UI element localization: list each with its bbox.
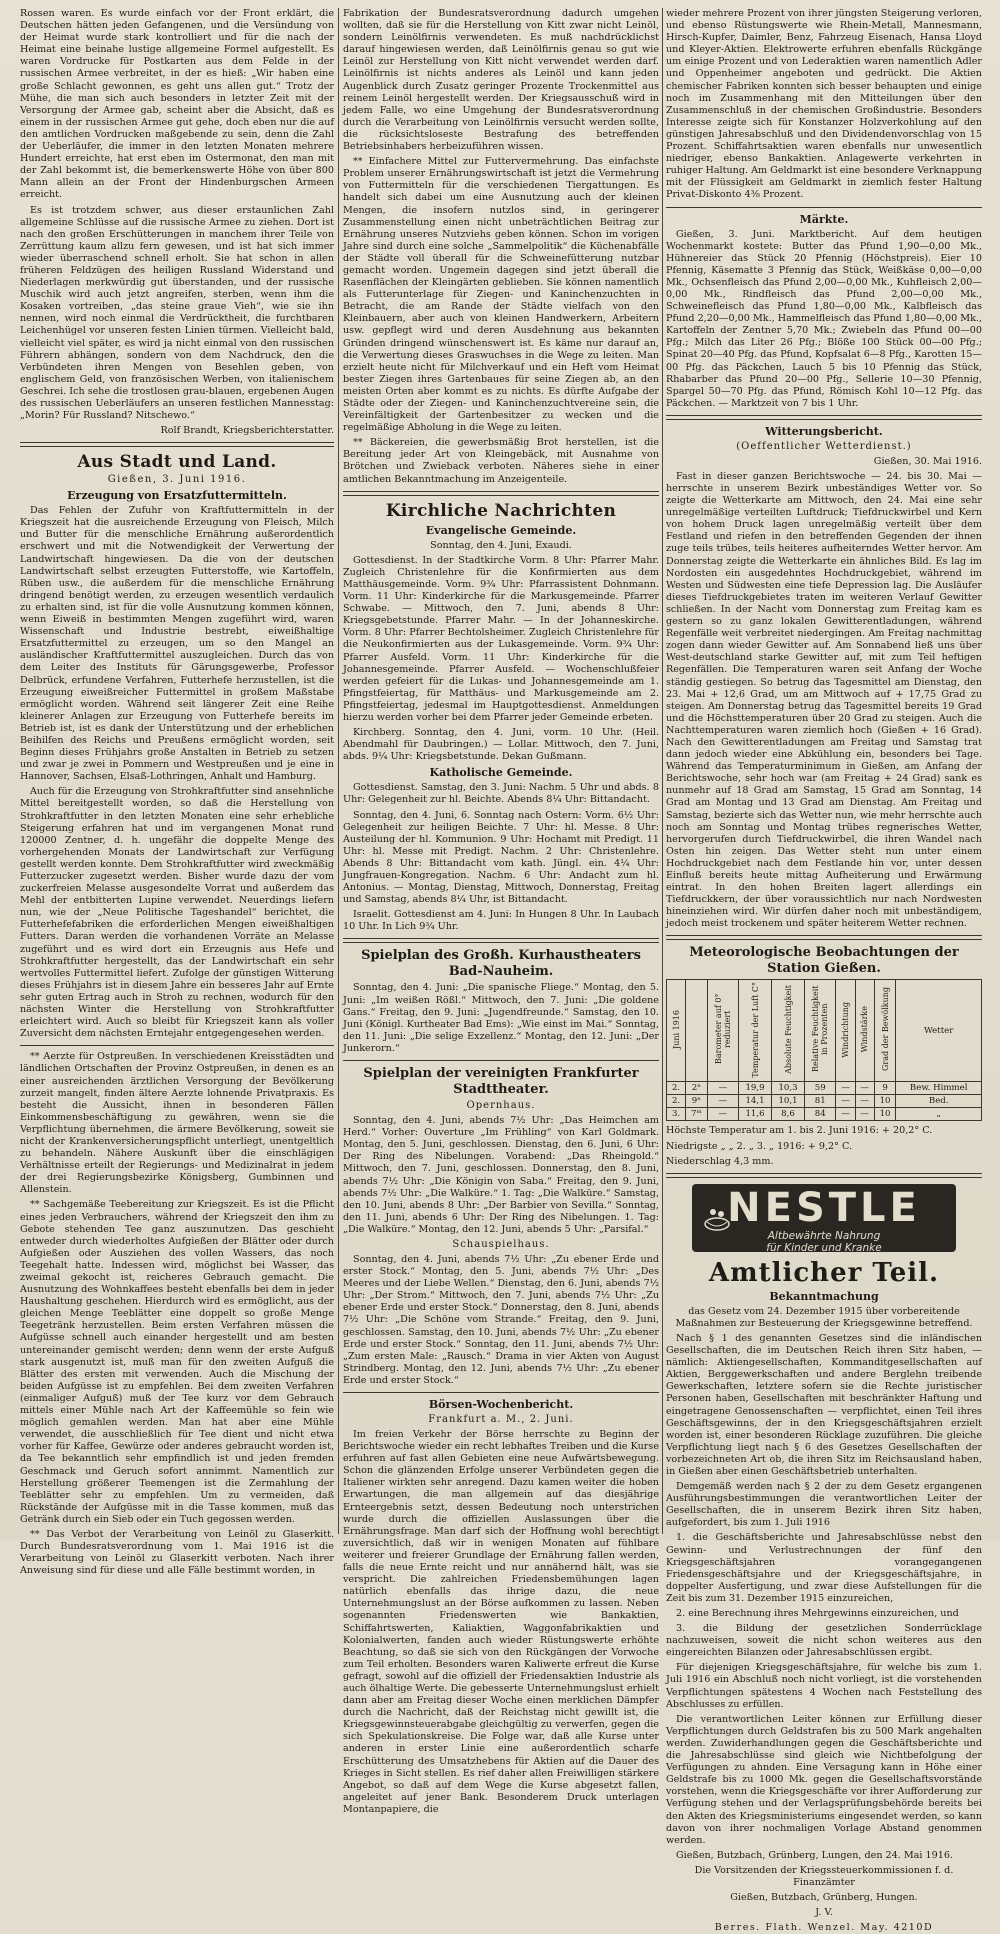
column-1 xyxy=(20,8,334,1577)
table-cell: 10 xyxy=(874,1108,896,1121)
table-header-cell: Temperatur der Luft C° xyxy=(739,980,772,1082)
article-paragraph: 2. eine Berechnung ihres Mehrgewinns einzureichen, und xyxy=(676,1608,959,1619)
article-paragraph: 1. die Geschäftsberichte und Jahresabschlüsse nebst den Gewinn- und Verlustrechnungen der fünf den Kriegsgeschäftsjahren vorangegangenen Friedensgeschäftsjahre und der Kriegsgeschäftsjahre, in doppelter Ausfertigung, und zwar diese Aufstellungen für die Zeit bis zum 31. Dezember 1915 einzureichen, xyxy=(666,1532,982,1604)
max-temperature: Höchste Temperatur am 1. bis 2. Juni 1916: + 20,2° C. xyxy=(666,1125,933,1137)
article-paragraph: Gießen, Butzbach, Grünberg, Hungen. xyxy=(730,1892,918,1904)
article-paragraph: Im freien Verkehr der Börse herrschte zu Beginn der Berichtswoche wieder ein recht lebhaftes Treiben und die Kurse erfuhren auf fast allen Gebieten eine neue Aufwärtsbewegung. Schon die glänzenden Erfolge unserer Verbündeten gegen die Italiener wirkten sehr anregend. Dazu kamen weiter die hoben Erwartungen, die man allgemein auf das diesjährige Ernteergebnis setzt, dessen Bedeutung noch unterstrichen wurde durch die offiziellen Auslassungen über die Ernährungsfrage. Man darf sich der Hoffnung wohl berechtigt zuversichtlich, daß wir in wenigen Monaten auf fühlbare weiterer und freierer Grundlage der Ernährung fallen werden, falls die neue Ernte reicht und nur annähernd hält, was sie verspricht. Die zahlreichen Friedensbemühungen lagen natürlich ebenfalls das ihrige dazu, die neue Unternehmungslust an der Börse aufkommen zu lassen. Neben sogenannten Friedenswerten wie Bankaktien, Schiffahrtswerten, Kaliaktien, Waggonfabrikaktien und Kolonialwerten, fanden auch wieder Rüstungswerte erhöhte Beachtung, so daß sie sich von den Rückgängen der Vorwoche zum Teil erholten. Besonders waren Kaliwerte erfreut die Kurse gefragt, sowohl auf die offiziell der Friedensaktien Industrie als auch ölhaltige Werte. Die gebesserte Unternehmungslust erhielt dann aber am Freitag dieser Woche einen merklichen Dämpfer durch die Nachricht, daß der Reichstag nicht gewillt ist, die Kriegsgewinnsteuerabgabe gleichgültig zu verwerfen, gegen die sich Spekulationskreise. Die Folge war, daß alle Kurse unter anderen in erster Linie eine außerordentlich scharfe Erschütterung des Umsatzhebens für Aktien auf die Dauer des Krieges in Sicht stellen. Es rief daher allen Freiwilligen stärkere Angebot, so daß auf dem Wege die Kurse abgesetzt fallen, angeleitet auf jener Bank. Besonderem Druck unterlagen Montanpapiere, die xyxy=(343,1429,659,1815)
table-header-cell: Barometer auf 0° reduziert xyxy=(707,980,738,1082)
section-heading: Witterungsbericht. xyxy=(765,424,883,438)
article-paragraph: Es ist trotzdem schwer, aus dieser erstaunlichen Zahl allgemeine Schlüsse auf die russische Armee zu ziehen. Dort ist nach den großen Erschütterungen in manchem ihrer Teile von Zerrüttung kaum allzu fern gewesen, und ist hat sich immer wieder überraschend schnell erholt. Sie hat schon in allen früheren Feldzügen des heiligen Russland Widerstand und Niederlagen merkwürdig gut überstanden, und der russische Muschik wird auch jetzt angreifen, sterben, wenn ihm die Kosaken vortreiben, „das steine graue Vieh“, wie sie ihn nennen, wird noch einmal die Verdrücktheit, die furchtbaren Leichenhügel vor unseren festen Linien türmen. Vielleicht bald, vielleicht viel später, es wird ja nicht einmal von den russischen Führern abhängen, sondern von dem Nachdruck, den die Verbündeten ihren Mengen von Besehlen geben, von englischem Geld, von französischen Werben, von italienischem Geschrei. Ich sehe die trostlosen grau-blauen, ergebenen Augen des russischen Ueberläufers an unseren festlichen Mannesstag: „Morin? Für Russland? Nitschewo.“ xyxy=(20,204,334,422)
divider xyxy=(666,415,982,420)
section-heading: Aus Stadt und Land. xyxy=(77,452,277,473)
table-cell: 2ⁿ xyxy=(686,1082,708,1095)
table-row xyxy=(667,1082,982,1095)
table-header-cell: Juni 1916 xyxy=(667,980,686,1082)
article-paragraph: Gottesdienst. Samstag, den 3. Juni: Nachm. 5 Uhr und abds. 8 Uhr: Gelegenheit zur hl. Beichte. Abends 8¼ Uhr: Bittandacht. xyxy=(343,782,659,806)
table-cell: — xyxy=(707,1095,738,1108)
article-paragraph: ** Bäckereien, die gewerbsmäßig Brot herstellen, ist die Bereitung jeder Art von Kleingebäck, mit Ausnahme von Brötchen und Zwieback verboten. Näheres siehe in einer amtlichen Bekanntmachung im Anzeigenteile. xyxy=(343,437,659,485)
column-2 xyxy=(343,8,659,1815)
min-temperature: Niedrigste „ „ 2. „ 3. „ 1916: + 9,2° C. xyxy=(666,1140,853,1152)
table-header-cell: Wetter xyxy=(896,980,982,1082)
article-paragraph: Sonntag, den 4. Juni, 6. Sonntag nach Ostern: Vorm. 6½ Uhr: Gelegenheit zur heiligen Beichte. 7 Uhr: hl. Messe. 8 Uhr: Austeilung der hl. Kommunion. 9 Uhr: Hochamt mit Predigt. 11 Uhr: hl. Messe mit Predigt. Nachm. 2 Uhr: Christenlehre. Abends 8 Uhr: Bittandacht vom kath. Jüngl. ein. 4¼ Uhr: Jungfrauen-Kongregation. Nachm. 6 Uhr: Andacht zum hl. Antonius. — Montag, Dienstag, Mittwoch, Donnerstag, Freitag und Samstag, abends 8¼ Uhr, ist Bittandacht. xyxy=(343,809,659,906)
table-cell: Bed. xyxy=(896,1095,982,1108)
table-header-cell: Relative Feuchtigkeit in Prozenten xyxy=(805,980,836,1082)
article-paragraph: Rossen waren. Es wurde einfach vor der Front erklärt, die Deutschen hätten jeden Gefangenen, und die Versündung von der Heimat wurde stark kontrolliert und für die nach der Heimat eine beinahe lustige allgemeine Formel aufgestellt. Es waren Vordrucke für Postkarten aus dem Felde in der russischen Armee verbreitet, in der es hieß: „Wir haben eine große Schlacht gewonnen, es geht uns allen gut.“ Trotz der Mühe, die man sich auch besonders in letzter Zeit mit der Versorgung der Armee gab, scheint aber die Absicht, daß es einem in der russischen Armee gut gehe, doch eben nur die auf den amtlichen Vordrucken maßgebende zu sein, denn die Zahl der Ueberläufer, die immer in den letzten Monaten mehrere Hundert erreichte, hat erst eben im Ostermonat, den man mit der Zahl bekommt ist, die bemerkenswerte Höhe von über 800 Mann allein an der Front der Hindenburgschen Armeen erreicht. xyxy=(20,8,334,201)
table-cell: — xyxy=(707,1082,738,1095)
ad-tagline: Altbewährte Nahrung xyxy=(767,1229,881,1242)
bird-nest-icon xyxy=(704,1202,730,1232)
table-cell: 2. xyxy=(667,1095,686,1108)
article-paragraph: Die verantwortlichen Leiter können zur Erfüllung dieser Verpflichtungen durch Geldstrafen bis zu 500 Mark angehalten werden. Zuwiderhandlungen gegen die Geschäftsberichte und die Jahresabschlüsse sind gleich wie Nichtbefolgung der Verfügungen zu ahnden. Eine Versagung kann in Höhe einer Geldstrafe bis zu 1000 Mk. gegen die Gesellschaftsvorstände vorstehen, wenn die Kriegsgeschäfte vor ihrer Aufforderung zur Verfügung stehen und der Verlagsprüfungsbehörde bereits bei den Akten des Kriegsministeriums eingesendet werden, so kann davon von ihrer nochmaligen Vorlage Abstand genommen werden. xyxy=(666,1713,982,1846)
column-rule xyxy=(662,8,663,1534)
table-cell: „ xyxy=(896,1108,982,1121)
section-heading: Kirchliche Nachrichten xyxy=(385,500,617,521)
table-cell: — xyxy=(836,1108,855,1121)
article-paragraph: Das Fehlen der Zufuhr von Kraftfuttermitteln in der Kriegszeit hat die ausreichende Erzeugung von Fleisch, Milch und Butter für die menschliche Ernährung außerordentlich erschwert und mit die Notwendigkeit der Verwertung der Landwirtschaft hingewiesen. Da die von der deutschen Landwirtschaft selbst erzeugten Futterstoffe, wie Kartoffeln, Rüben usw., die außerdem für die menschliche Ernährung dringend benötigt werden, zu erzeugen wesentlich verdaulich zu erhalten sind, ist für die volle Ausnutzung kommen können, wenn Eiweiß in bestimmten Mengen zugeführt wird, waren Wissenschaft und Industrie bestrebt, eiweißhaltige Ersatzfuttermittel zu erzeugen, um so den Mangel an ausländischer Kraftfuttermittel auszugleichen. Durch das von dem Leiter des Instituts für Gärungsgewerbe, Professor Delbrück, erfundene Verfahren, Futterhefe herzustellen, ist die Erzeugung eiweißreicher Futtermittel in großem Maßstabe ermöglicht worden. Während seit längerer Zeit eine Reihe kleinerer Anlagen zur Erzeugung von Futterhefe bereits im Betrieb ist, ist es dank der Unterstützung und der erheblichen Beihilfen des Reichs und Preußens ermöglicht worden, seit Beginn dieses Frühjahrs große Anstalten in Betrieb zu setzen und zwar je zwei in Pommern und Westpreußen und je eine in Hannover, Sachsen, Elsaß-Lothringen, Anhalt und Hamburg. xyxy=(20,505,334,783)
section-heading: Amtlicher Teil. xyxy=(708,1257,940,1288)
table-cell: 7ᵐ xyxy=(686,1108,708,1121)
table-cell: — xyxy=(836,1082,855,1095)
article-paragraph: Israelit. Gottesdienst am 4. Juni: In Hungen 8 Uhr. In Laubach 10 Uhr. In Lich 9¾ Uhr. xyxy=(343,909,659,933)
divider xyxy=(343,1060,659,1061)
table-cell: 81 xyxy=(805,1095,836,1108)
article-paragraph: Für diejenigen Kriegsgeschäftsjahre, für welche bis zum 1. Juli 1916 ein Abschluß noch nicht vorliegt, ist die vorstehenden Verpflichtungen spätestens 4 Wochen nach Feststellung des Abschlusses zu erfüllen. xyxy=(666,1662,982,1710)
article-paragraph: ** Sachgemäße Teebereitung zur Kriegszeit. Es ist die Pflicht eines jeden Verbrauchers, während der Kriegszeit den ihm zu Gebote stehenden Tee ganz auszunutzen. Das geschieht entweder durch wiederholtes Aufgießen der Blätter oder durch Aufgießen oder Ausziehen des vollen Wassers, das noch Teegehalt hatte. Indessen wird, möglichst bei Wasser, das zweimal gekocht ist, reicheres Gebrauch gemacht. Die Ausnutzung des Wohnkaffees besteht ebenfalls bei dem in jeder Haushaltung geschehen. Hierdurch wird es ermöglicht, aus der gleichen Menge Teeblätter eine doppelt so große Menge Teegetränk herzustellen. Beim ersten Verfahren müssen die Aufgüsse schnell auch einander hergestellt und am besten untereinander gemischt werden; denn wenn der erste Aufguß stark ausgenutzt ist, muß man für den zweiten Aufguß die Blätter des ersten mit verwenden. Auch die Mischung der beiden Aufgüsse ist zu empfehlen. Bei dem zweiten Verfahren (einmaliger Aufguß) muß der Tee kurz vor dem Gebrauch mittels einer Mühle nach Art der Kaffeemühle so fein wie möglich gemahlen werden. Man hat aber eine Mühle verwendet, die ausschließlich für Tee dient und nicht etwa vorher für Kaffee, Gewürze oder anderes gebraucht worden ist, da Tee bekanntlich sehr empfindlich ist und jeden fremden Geschmack und Geruch sofort annimmt. Namentlich zur Herstellung größerer Teemengen ist die Zermahlung der Teeblätter sehr zu empfehlen. Um zu vermeiden, daß Rückstände der Aufgüsse mit in die Tasse kommen, muß das Getränk durch ein Sieb oder ein Tuch gegossen werden. xyxy=(20,1199,334,1525)
article-paragraph: Gießen, 3. Juni. Marktbericht. Auf dem heutigen Wochenmarkt kostete: Butter das Pfund 1,90—0,00 Mk., Hühnereier das Stück 20 Pfennig (Höchstpreis). Eier 10 Pfennig, Käsematte 3 Pfennig das Stück, Weißkäse 0,00—0,00 Mk., Ochsenfleisch das Pfund 2,00—0,00 Mk., Kuhfleisch 2,00—0,00 Mk., Rindfleisch das Pfund 2,00—0,00 Mk., Schweinefleisch das Pfund 1,80—0,00 Mk., Kalbfleisch das Pfund 2,20—0,00 Mk., Hammelfleisch das Pfund 1,80—0,00 Mk., Kartoffeln der Zentner 5,70 Mk.; Zwiebeln das Pfund 00—00 Pfg.; Milch das Liter 26 Pfg.; Blöße 100 Stück 00—00 Pfg.; Spinat 20—40 Pfg. das Pfund, Kopfsalat 6—8 Pfg., Karotten 15—00 Pfg. das Päckchen, Lauch 5 bis 10 Pfennig das Stück, Rhabarber das Pfund 20—00 Pfg., Sellerie 10—30 Pfennig, Spargel 50—70 Pfg. das Pfund, Römisch Kohl 10—12 Pfg. das Päckchen. — Marktzeit von 7 bis 1 Uhr. xyxy=(666,228,982,409)
column-rule xyxy=(338,8,339,1534)
divider xyxy=(666,1173,982,1178)
ad-brand: NESTLE xyxy=(727,1184,921,1231)
section-heading: Spielplan der vereinigten Frankfurter Stadttheater. xyxy=(363,1066,639,1098)
table-header-cell: Windrichtung xyxy=(836,980,855,1082)
article-paragraph: ** Einfachere Mittel zur Futtervermehrung. Das einfachste Problem unserer Ernährungswirtschaft ist jetzt die Vermehrung von Futtermitteln für die verschiedenen Tiergattungen. Es handelt sich dabei um eine Ausnutzung auch der kleinen Mengen, die insofern nutzlos sind, in geringerer Zusammenstellung einen nicht unbeträchtlichen Beitrag zur Ernährung unseres Nutzviehs geben können. Schon im vorigen Jahre sind durch eine solche „Sammelpolitik“ die Küchenabfälle der Städte voll überall für die Schweinefütterung nutzbar gemacht worden. Ungemein dagegen sind jetzt überall die Rasenflächen der Kleingärten geblieben. Sie können namentlich als Futterunterlage für Ziegen- und Kaninchenzuchten in Betracht, die am Rande der Städte vielfach von den Kleinbauern, aber auch von kleinen Handwerkern, Arbeitern usw. gepflegt wird und deren Ausdehnung aus bekannten Gründen dringend wünschenswert ist. Es käme nur darauf an, die Verwertung dieses Graswuchses in die Wege zu leiten. Man erzielt heute nicht für Milchverkauf und ein Heft vom Heimat bester Ziegen ihres Gartenbaues für seine Ziegen ab, an den meisten Orten aber kommt es zu nichts. Es dürfte Aufgabe der Städte oder der Ziegen- und Kaninchenzuchtvereine sein, die Vereinfältigkeit der Gartenbesitzer zu wecken und die regelmäßige Abholung in die Wege zu leiten. xyxy=(343,156,659,434)
table-cell: 8,6 xyxy=(772,1108,805,1121)
article-paragraph: Auch für die Erzeugung von Strohkraftfutter sind ansehnliche Mittel bereitgestellt worden, so daß die Herstellung von Strohkraftfutter in den letzten Monaten eine sehr erhebliche Steigerung erfahren hat und im vergangenen Monat rund 120000 Zentner, d. h. ungefähr die doppelte Menge des vorhergehenden Monats der Landwirtschaft zur Verfügung gestellt werden konnte. Dem Strohkraftfutter wird zweckmäßig Futterzucker zugesetzt werden. Bisher wurde dazu der vom zuckerfreien Melasse ausgesondelte Vorrat und außerdem das Mehl der entbitterten Lupine verwendet. Neuerdings liefern nun, wie der „Neue Politische Tageshandel“ berichtet, die Futterhefefabriken die erforderlichen Mengen eiweißhaltigen Futters. Daran werden die vorhandenen Vorräte an Melasse zugeführt und es wird dort ein Erzeugnis aus Hefe und Strohkraftfutter hergestellt, das der Landwirtschaft ein sehr wertvolles Futtermittel liefert. Zufolge der günstigen Witterung dieses Frühjahrs ist in diesem Jahre ein besseres Jahr auf Ernte sehr guten Ertrag auch in Stroh zu rechnen, wodurch für den nächsten Winter die Herstellung von Strohkraftfutter erleichtert wird. Auch so bleibt für Kriegszeit kann als voller Zuversicht dem nächsten Erntejahr entgegengesehen werden. xyxy=(20,786,334,1040)
signatures: Berres. Flath. Wenzel. May. 4210D xyxy=(714,1922,934,1934)
divider xyxy=(20,442,334,447)
divider xyxy=(666,207,982,208)
article-paragraph: Kirchberg. Sonntag, den 4. Juni, vorm. 10 Uhr. (Heil. Abendmahl für Daubringen.) — Lollar. Mittwoch, den 7. Juni, abds. 9¼ Uhr: Kriegsbetstunde. Dekan Gußmann. xyxy=(343,727,659,763)
section-heading: Spielplan des Großh. Kurhaustheaters Bad-Nauheim. xyxy=(361,948,641,980)
table-cell: 11,6 xyxy=(739,1108,772,1121)
table-cell: 19,9 xyxy=(739,1082,772,1095)
section-heading: Meteorologische Beobachtungen der Station Gießen. xyxy=(689,945,959,977)
table-cell: 9ⁿ xyxy=(686,1095,708,1108)
table-cell: — xyxy=(855,1082,874,1095)
divider xyxy=(343,491,659,496)
table-header-cell: Windstärke xyxy=(855,980,874,1082)
article-paragraph: ** Das Verbot der Verarbeitung von Leinöl zu Glaserkitt. Durch Bundesratsverordnung vom 1. Mai 1916 ist die Verarbeitung von Leinöl zu Glaserkitt verboten. Nach ihrer Anweisung sind für diese und alle Fälle bestimmt worden, in xyxy=(20,1528,334,1577)
table-cell: — xyxy=(855,1108,874,1121)
table-cell: 14,1 xyxy=(739,1095,772,1108)
table-cell: 59 xyxy=(805,1082,836,1095)
subsection-heading: (Oeffentlicher Wetterdienst.) xyxy=(736,440,912,452)
table-cell: 3. xyxy=(667,1108,686,1121)
subsection-heading: Schauspielhaus. xyxy=(452,1238,550,1250)
article-paragraph: wieder mehrere Prozent von ihrer jüngsten Steigerung verloren, und ebenso Rüstungswerte wie Rhein-Metall, Mannesmann, Hirsch-Kupfer, Daimler, Benz, Fahrzeug Eisenach, Hansa Lloyd und Kleyer-Aktien. Elektrowerte erfuhren ebenfalls Rückgänge um einige Prozent und von Lederaktien waren namentlich Adler und Oppenheimer angeboten und gedrückt. Die Aktien chemischer Fabriken konnten sich besser behaupten und einige noch im Zusammenhang mit den Mitteilungen über den Zusammenschluß in der chemischen Großindustrie. Besonders Interesse zeigte sich für Konstanzer Holzverkohlung auf den günstigen Jahresabschluß und den Dividendenvorschlag von 15 Prozent. Schiffahrtsaktien waren ebenfalls nur unwesentlich niedriger, ebenso Bankaktien. Anlagewerte verkehrten in ruhiger Haltung. Am Geldmarkt ist eine besondere Verknappung mit der Flüssigkeit am Geldmarkt in ziemlich fester Haltung Privat-Diskonto 4⅜ Prozent. xyxy=(666,8,983,201)
table-header-cell: Grad der Bewölkung xyxy=(874,980,896,1082)
ad-tagline: für Kinder und Kranke xyxy=(766,1241,882,1254)
article-paragraph: Fast in dieser ganzen Berichtswoche — 24. bis 30. Mai — herrschte in unserem Bezirk unbeständiges Wetter vor. So zeigte die Wetterkarte am Mittwoch, den 24. Mai eine sehr unregelmäßige verteilten Luftdruck; Tiefdruckwirbel und Kern von hohem Druck lagen unregelmäßig verteilt über dem Festland und riefen in den betreffenden Gegenden der ihnen zuge teils trübes, teils heiteres aufheiterndes Wetter hervor. Am Donnerstag zeigte die Wetterkarte ein ähnliches Bild. Es lag im Nordosten ein ausgedehntes Hochdruckgebiet, während im Westen und Südwesten eine tiefe Depression lag. Die Ausläufer dieses Tiefdruckgebietes traten im weiteren Verlauf Gewitter schließen. In der Nacht vom Donnerstag zum Freitag kam es gestern so zu ganz lokalen Gewitterentladungen, während Regenfälle weit verbreitet niedergingen. Am Freitag nachmittag zogen dann wieder Gewitter auf. Am Sonnabend ließ uns über West-deutschland starke Gewitter auf, mit zum Teil heftigen Regenfällen. Die Temperaturen waren seit Anfang der Woche ständig gestiegen. So betrug das Tagesmittel am Dienstag, den 23. Mai + 12,6 Grad, um am Mittwoch auf + 17,75 Grad zu steigen. Am Donnerstag betrug das Tagesmittel bereits 19 Grad und die Höchsttemperaturen über 20 Grad zu steigen. Auch die Nachttemperaturen waren ziemlich hoch (Gießen + 16 Grad). Nach den Gewitterentladungen am Freitag und Samstag trat dann jedoch wieder eine Abkühlung ein, besonders bei Tage. Während das Temperaturminimum in Gießen, am Anfang der Berichtswoche, sehr hoch war (am Freitag + 24 Grad) sank es nunmehr auf 18 Grad am Samstag, 15 Grad am Sonntag, 14 Grad am Montag und 13 Grad am Dienstag. Am Freitag und Samstag, bezierte sich das Wetter nun, wie mehr herrschte auch noch am Sonntag und Montag trübes regnerisches Wetter, hervorgerufen durch Tiefdruckwirbel, die ihren Wandel nach Osten hin zeigen. Das Wetter steht nun unter einem Hochdruckgebiet nach dem Festlande hin vor, unter dessen Einfluß bereits heute mittag Aufheiterung und Erwärmung eintrat. In den hohen Breiten lagert allerdings ein Tiefdruckkern, der über voraussichtlich nur nach Nordwesten hineinziehen wird. Wir dürfen daher noch mit unbeständigem, jedoch meist trockenem und später heiterem Wetter rechnen. xyxy=(666,470,982,930)
table-cell: 84 xyxy=(805,1108,836,1121)
article-line: Sonntag, den 4. Juni, Exaudi. xyxy=(430,539,572,551)
table-cell: 10 xyxy=(874,1095,896,1108)
dateline: Gießen, 3. Juni 1916. xyxy=(107,474,247,486)
precipitation: Niederschlag 4,3 mm. xyxy=(666,1155,774,1167)
section-heading: Börsen-Wochenbericht. xyxy=(428,1398,574,1411)
subsection-heading: Katholische Gemeinde. xyxy=(429,766,573,780)
article-paragraph: Nach § 1 des genannten Gesetzes sind die inländischen Gesellschaften, die im Deutschen Reich ihren Sitz haben, — nämlich: Aktiengesellschaften, Kommanditgesellschaften auf Aktien, Berggewerkschaften und andere Berglehn treibende Gewerkschaften, letztere sofern sie die Rechte juristischer Personen haben, Gesellschaften mit beschränkter Haftung und eingetragene Genossenschaften — verpflichtet, einen Teil ihres Geschäftsgewinns, der in den Kriegsgeschäftsjahren erzielt worden ist, einer besonderen Rücklage zuzuführen. Die gleiche Verpflichtung liegt nach § 6 des Gesetzes Gesellschaften der vorbezeichneten Art ob, die ihren Sitz im Reichsausland haben, in Gießen aber einen Geschäftsbetrieb unterhalten. xyxy=(666,1332,982,1477)
table-header-row xyxy=(667,980,982,1082)
divider xyxy=(20,1045,334,1046)
table-cell: 9 xyxy=(874,1082,896,1095)
article-heading: Erzeugung von Ersatzfuttermitteln. xyxy=(67,489,287,503)
column-3 xyxy=(666,8,983,1934)
table-cell: 10,3 xyxy=(772,1082,805,1095)
dateline: Frankfurt a. M., 2. Juni. xyxy=(428,1414,574,1425)
article-paragraph: ** Aerzte für Ostpreußen. In verschiedenen Kreisstädten und ländlichen Ortschaften der Provinz Ostpreußen, in denen es an einer ausreichenden ärztlichen Versorgung der Bevölkerung zurzeit mangelt, finden ältere Aerzte lohnende Privatpraxis. Es besteht die Aussicht, ihnen in besonderen Fällen Einkommensbeschäftigung zu gewähren, wenn sie die Verpflichtung übernehmen, die ärmere Bevölkerung, soweit sie nicht der Krankenversicherungspflicht unterliegt, unentgeltlich zu behandeln. Nähere Auskunft über die einschlägigen Verhältnisse erteilt der Regierungs- und Medizinalrat in jedem der drei Regierungsbezirke Königsberg, Gumbinnen und Allenstein. xyxy=(20,1051,334,1196)
table-cell: — xyxy=(707,1108,738,1121)
table-header-cell xyxy=(686,980,708,1082)
subsection-heading: Evangelische Gemeinde. xyxy=(425,523,577,537)
table-cell: 10,1 xyxy=(772,1095,805,1108)
table-row xyxy=(667,1108,982,1121)
article-paragraph: das Gesetz vom 24. Dezember 1915 über vorbereitende Maßnahmen zur Besteuerung der Kriegsgewinne betreffend. xyxy=(675,1305,973,1329)
table-header-cell: Absolute Feuchtigkeit xyxy=(772,980,805,1082)
table-cell: — xyxy=(836,1095,855,1108)
article-paragraph: Demgemäß werden nach § 2 der zu dem Gesetz ergangenen Ausführungsbestimmungen die verantwortlichen Leiter der Gesellschaften, die in unserem Bezirk ihren Sitz haben, aufgefordert, bis zum 1. Juli 1916 xyxy=(666,1481,982,1529)
divider xyxy=(666,935,982,940)
article-paragraph: Sonntag, den 4. Juni, abends 7½ Uhr: „Das Heimchen am Herd.“ Vorher: Ouverture „Im Frühling“ von Karl Goldmark. Montag, den 5. Juni, geschlossen. Dienstag, den 6. Juni, 6 Uhr: Der Ring des Nibelungen. Vorabend: „Das Rheingold.“ Mittwoch, den 7. Juni, geschlossen. Donnerstag, den 8. Juni, abends 7½ Uhr: „Die Königin von Saba.“ Freitag, den 9. Juni, abends 7½ Uhr: „Die Walküre.“ 1. Tag: „Die Walküre.“ Samstag, den 10. Juni, abends 8 Uhr: „Der Barbier von Sevilla.“ Sonntag, den 11. Juni, abends 6 Uhr: Der Ring des Nibelungen. 1. Tag: „Die Walküre.“ Montag, den 12. Juni, abends 5 Uhr: „Parsifal.“ xyxy=(343,1115,659,1235)
table-row xyxy=(667,1095,982,1108)
article-paragraph: Sonntag, den 4. Juni: „Die spanische Fliege.“ Montag, den 5. Juni: „Im weißen Rößl.“ Mittwoch, den 7. Juni: „Die goldene Gans.“ Freitag, den 9. Juni: „Jugendfreunde.“ Samstag, den 10. Juni (Königl. Kurtheater Bad Ems): „Wie einst im Mai.“ Sonntag, den 11. Juni: „Die selige Exzellenz.“ Montag, den 12. Juni: „Der Junkerorn.“ xyxy=(343,982,659,1054)
article-paragraph: Sonntag, den 4. Juni, abends 7½ Uhr: „Zu ebener Erde und erster Stock.“ Montag, den 5. Juni, abends 7½ Uhr: „Des Meeres und der Liebe Wellen.“ Dienstag, den 6. Juni, abends 7½ Uhr: „Der Strom.“ Mittwoch, den 7. Juni, abends 7½ Uhr: „Zu ebener Erde und erster Stock.“ Donnerstag, den 8. Juni, abends 7½ Uhr: „Die Schöne vom Strande.“ Freitag, den 9. Juni, geschlossen. Samstag, den 10. Juni, abends 7½ Uhr: „Zu ebener Erde und erster Stock.“ Sonntag, den 11. Juni, abends 7½ Uhr: „Zum ersten Male: „Rausch.“ Drama in vier Akten von August Strindberg. Montag, den 12. Juni, abends 7½ Uhr: „Zu ebener Erde und erster Stock.“ xyxy=(343,1253,659,1386)
table-cell: 2. xyxy=(667,1082,686,1095)
article-paragraph: J. V. xyxy=(815,1907,833,1919)
article-paragraph: Fabrikation der Bundesratsverordnung dadurch umgehen wollten, daß sie für die Herstellung von Kitt zwar nicht Leinöl, sondern Leinölfirnis verwendeten. Es muß nachdrücklichst darauf hingewiesen werden, daß Leinölfirnis genau so gut wie Leinöl zur Herstellung von Kitt nicht verwendet werden darf. Leinölfirnis ist nichts anderes als Leinöl und kann jeden Augenblick durch Zusatz geringer Prozente Trockenmittel aus reinem Leinöl hergestellt werden. Der Kriegsausschuß wird in jedem Falle, wo eine Umgehung der Bundesratsverordnung durch die Verarbeitung von Leinölfirnis versucht werden sollte, die rücksichtsloseste Bestrafung des betreffenden Betriebsinhabers herbeizuführen wissen. xyxy=(343,8,659,153)
article-paragraph: Gießen, Butzbach, Grünberg, Lungen, den 24. Mai 1916. xyxy=(676,1849,953,1861)
article-paragraph: Die Vorsitzenden der Kriegssteuerkommissionen f. d. Finanzämter xyxy=(694,1864,954,1888)
weather-observations-table xyxy=(666,979,982,1121)
divider xyxy=(343,938,659,943)
article-paragraph: Gottesdienst. In der Stadtkirche Vorm. 8 Uhr: Pfarrer Mahr. Zugleich Christenlehre für die Konfirmierten aus dem Matthäusgemeinde. Vorm. 9¾ Uhr: Pfarrassistent Dohnmann. Vorm. 11 Uhr: Kinderkirche für die Markusgemeinde. Pfarrer Schwabe. — Mittwoch, den 7. Juni, abends 8 Uhr: Kriegsgebetstunde. Pfarrer Mahr. — In der Johanneskirche. Vorm. 8 Uhr: Pfarrer Bechtolsheimer. Zugleich Christenlehre für die Neukonfirmierten aus der Lukasgemeinde. Vorm. 9¾ Uhr: Pfarrer Ausfeld. Vorm. 11 Uhr: Kinderkirche für die Johannesgemeinde. Pfarrer Ausfeld. — Wochenschlußfeier werden gefeiert für die Lukas- und Johannesgemeinde am 1. Pfingstfeiertag, für Matthäus- und Markusgemeinde am 2. Pfingstfeiertag, jedesmal im Hauptgottesdienst. Anmeldungen hierzu werden vorher bei dem Pfarrer jeder Gemeinde erbeten. xyxy=(343,554,659,723)
table-cell: Bew. Himmel xyxy=(896,1082,982,1095)
table-cell: — xyxy=(855,1095,874,1108)
dateline: Gießen, 30. Mai 1916. xyxy=(873,455,982,467)
divider xyxy=(343,1392,659,1393)
article-paragraph: 3. die Bildung der gesetzlichen Sonderrücklage nachzuweisen, soweit die nicht schon weiteres aus den eingereichten Bilanzen oder Jahresabschlüssen ergibt. xyxy=(666,1623,982,1659)
subsection-heading: Bekanntmachung xyxy=(769,1289,879,1303)
subsection-heading: Opernhaus. xyxy=(466,1100,536,1112)
nestle-advertisement xyxy=(692,1184,956,1252)
byline: Rolf Brandt, Kriegsberichterstatter. xyxy=(160,425,334,437)
section-heading: Märkte. xyxy=(799,212,849,226)
